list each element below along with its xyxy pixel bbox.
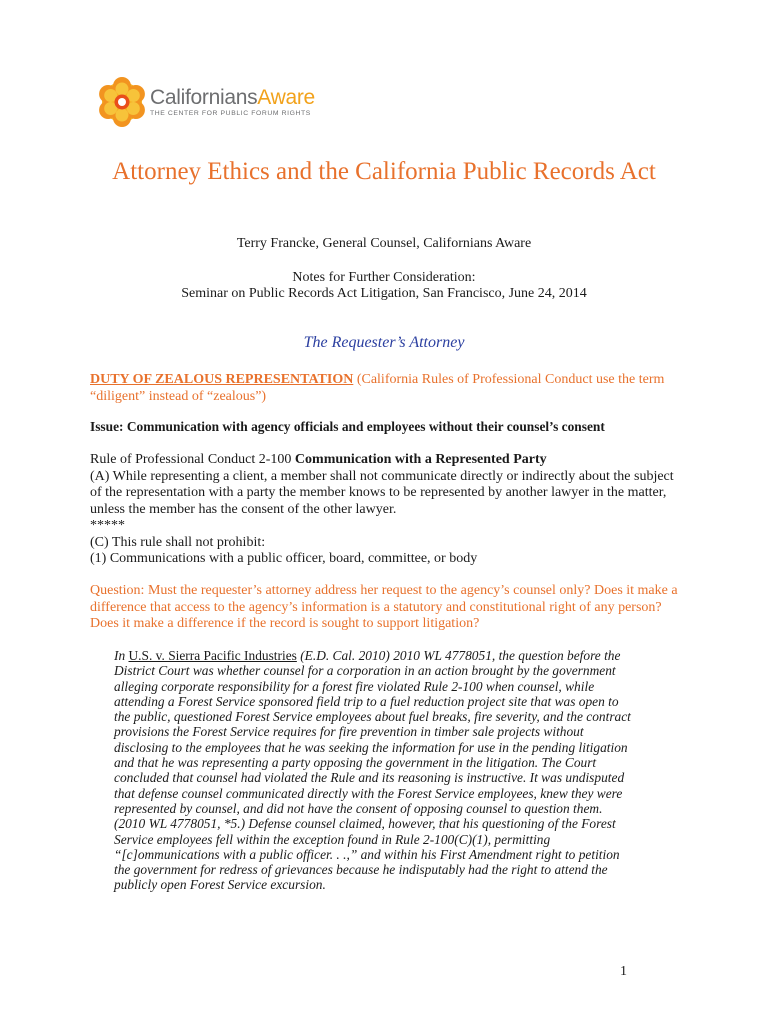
rule-intro: Rule of Professional Conduct 2-100 (90, 452, 295, 467)
issue-line: Issue: Communication with agency officials and employees without their counsel’s consent (90, 419, 605, 434)
rule-title: Communication with a Represented Party (294, 452, 547, 467)
rule-title-line (90, 452, 680, 469)
quote-case-name: U.S. v. Sierra Pacific Industries (128, 648, 297, 663)
author-line: Terry Francke, General Counsel, Californians Aware (236, 236, 532, 251)
sunflower-logo-icon (94, 74, 150, 130)
rule-para-a: (A) While representing a client, a member shall not communicate directly or indirectly about the subject of the representation with a party the member knows to be represented by another lawyer in the matter, unless the member has the consent of the other lawyer. (90, 468, 674, 517)
document-title: Attorney Ethics and the California Public Records Act (112, 158, 656, 185)
logo-name (150, 87, 315, 109)
duty-note: (California Rules of Professional Conduct use the term “diligent” instead of “zealous”) (90, 372, 665, 404)
notes-line-2: Seminar on Public Records Act Litigation, San Francisco, June 24, 2014 (181, 286, 587, 301)
logo-wordmark (150, 87, 315, 117)
logo-tagline: THE CENTER FOR PUBLIC FORUM RIGHTS (150, 110, 311, 117)
section-heading: The Requester’s Attorney (303, 334, 465, 351)
rule-stars: ***** (90, 518, 125, 533)
logo-name-part2: Aware (257, 86, 315, 109)
duty-heading: DUTY OF ZEALOUS REPRESENTATION (90, 372, 354, 387)
logo-name-part1: Californians (150, 86, 258, 109)
quote-in: In (114, 648, 129, 663)
rule-block (90, 452, 680, 568)
rule-c1-line: (1) Communications with a public officer, board, committee, or body (90, 551, 478, 566)
duty-paragraph (90, 372, 680, 405)
case-quote (114, 648, 634, 893)
notes-line-1: Notes for Further Consideration: (292, 270, 476, 285)
question-paragraph: Question: Must the requester’s attorney address her request to the agency’s counsel only? Does it make a difference that access to the agency’s information is a statutory and constitutional right of any person? Does it make a difference if the record is sought to support litigation? (90, 583, 678, 631)
quote-body: (E.D. Cal. 2010) 2010 WL 4778051, the question before the District Court was whether counsel for a corporation in an action brought by the government alleging corporate responsibility for a forest fire violated Rule 2-100 when counsel, while attending a Forest Service sponsored field trip to a fuel reduction project site that was open to the public, questioned Forest Service employees about fuel breaks, fire severity, and the contract provisions the Forest Service requires for fire prevention in timber sale projects without disclosing to the employees that he was seeking the information for use in the pending litigation and that he was representing a party opposing the government in the litigation. The Court concluded that counsel had violated the Rule and its reasoning is instructive. It was undisputed that defense counsel communicated directly with the Forest Service employees, knew they were represented by counsel, and did not have the consent of opposing counsel to question them. (2010 WL 4778051, *5.) Defense counsel claimed, however, that his questioning of the Forest Service employees fell within the exception found in Rule 2-100(C)(1), permitting “[c]ommunications with a public officer. . .,” and within his First Amendment right to petition the government for redress of grievances because he indisputably had the right to attend the publicly open Forest Service excursion. (114, 648, 631, 893)
californians-aware-logo (94, 74, 315, 130)
rule-c-line: (C) This rule shall not prohibit: (90, 534, 266, 550)
page-number: 1 (620, 964, 627, 979)
